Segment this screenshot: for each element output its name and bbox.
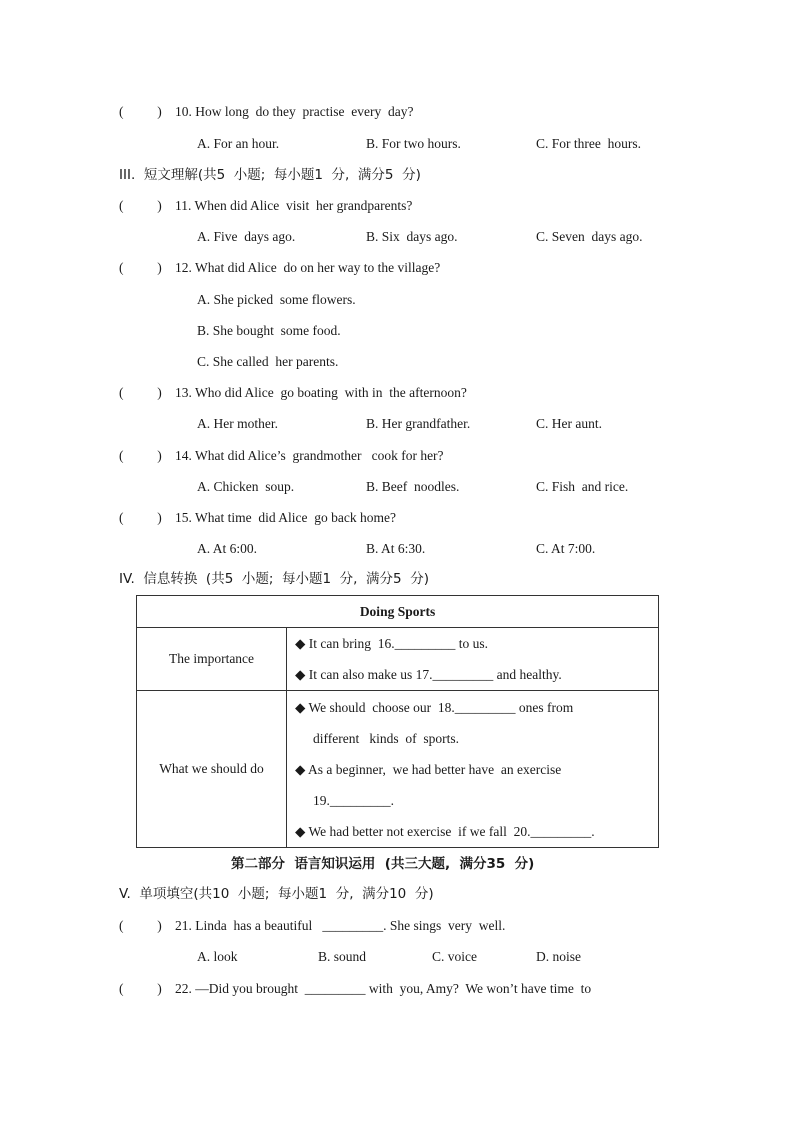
table-cell [287,691,659,848]
table-bullet-line: different kinds of sports. [313,730,459,746]
section-title: IV. 信息转换 (共5 小题; 每小题1 分, 满分5 分) [119,571,429,587]
question-stem: 13. Who did Alice go boating with in the afternoon? [175,385,467,400]
option-c: C. At 7:00. [536,541,596,556]
answer-bracket: ( ) [119,385,162,400]
option-a: A. At 6:00. [197,541,258,556]
table-bullet-line: ◆ It can also make us 17._________ and healthy. [295,667,562,682]
section-title: III. 短文理解(共5 小题; 每小题1 分, 满分5 分) [119,167,421,183]
option-c: C. Her aunt. [536,416,602,431]
table-bullet-line: ◆ We had better not exercise if we fall 20._________. [295,823,595,839]
option-a: A. For an hour. [197,136,280,151]
option-c: C. voice [432,949,477,964]
answer-bracket: ( ) [119,510,162,525]
option-a: A. She picked some flowers. [197,292,356,307]
question-stem: 22. —Did you brought _________ with you, Amy? We won’t have time to [175,981,592,996]
option-d: D. noise [536,949,581,964]
table-cell [287,628,659,691]
option-a: A. Her mother. [197,416,278,431]
question-stem: 10. How long do they practise every day? [175,104,414,119]
section-title: V. 单项填空(共10 小题; 每小题1 分, 满分10 分) [119,886,434,902]
answer-bracket: ( ) [119,448,162,463]
option-c: C. For three hours. [536,136,641,151]
part-title: 第二部分 语言知识运用 (共三大题, 满分35 分) [231,856,535,872]
option-c: C. Seven days ago. [536,229,643,244]
option-b: B. She bought some food. [197,323,341,338]
option-a: A. Five days ago. [197,229,296,244]
option-b: B. Her grandfather. [366,416,471,431]
answer-bracket: ( ) [119,260,162,275]
option-a: A. look [197,949,238,964]
option-b: B. At 6:30. [366,541,426,556]
question-stem: 12. What did Alice do on her way to the village? [175,260,441,275]
answer-bracket: ( ) [119,104,162,119]
question-stem: 15. What time did Alice go back home? [175,510,396,525]
table-bullet-line: ◆ We should choose our 18._________ ones from [295,699,574,715]
option-b: B. For two hours. [366,136,461,151]
table-row-label: The importance [137,628,287,691]
question-stem: 11. When did Alice visit her grandparents? [175,198,413,213]
option-c: C. She called her parents. [197,354,339,369]
info-table [136,595,659,848]
question-stem: 14. What did Alice’s grandmother cook for her? [175,448,444,463]
answer-bracket: ( ) [119,198,162,213]
table-row-label: What we should do [137,691,287,848]
option-c: C. Fish and rice. [536,479,629,494]
answer-bracket: ( ) [119,918,162,933]
answer-bracket: ( ) [119,981,162,996]
question-stem: 21. Linda has a beautiful _________. She sings very well. [175,918,506,933]
table-bullet-line: 19._________. [313,792,394,808]
option-b: B. Beef noodles. [366,479,460,494]
option-b: B. Six days ago. [366,229,458,244]
option-a: A. Chicken soup. [197,479,295,494]
option-b: B. sound [318,949,367,964]
table-header: Doing Sports [137,596,659,628]
table-bullet-line: ◆ As a beginner, we had better have an exercise [295,761,562,777]
table-bullet-line: ◆ It can bring 16._________ to us. [295,636,488,651]
